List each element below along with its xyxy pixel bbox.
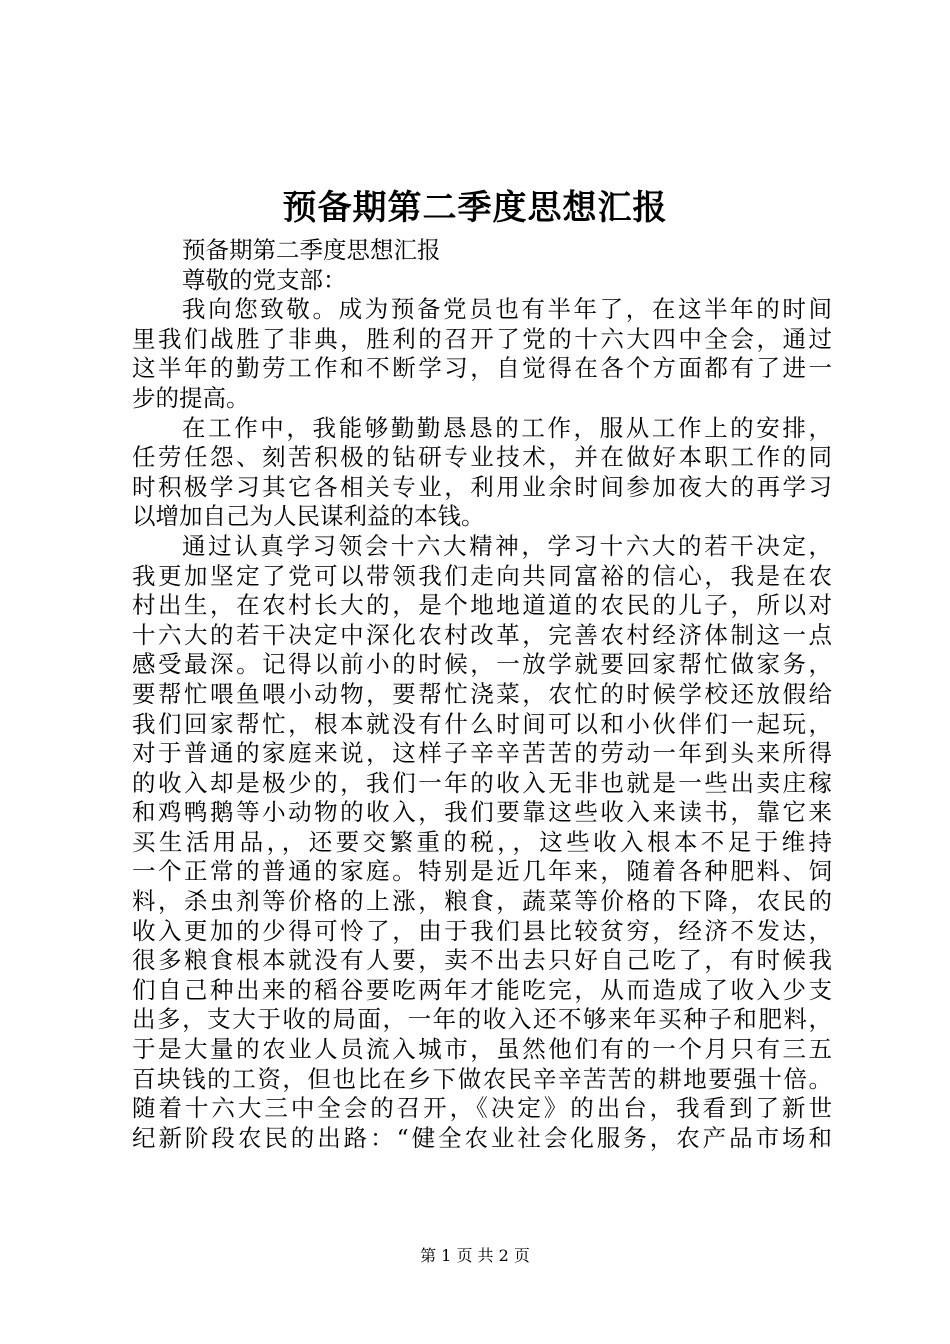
paragraph-3-line-17: 出多，支大于收的局面，一年的收入还不够来年买种子和肥料，: [132, 1005, 832, 1034]
paragraph-3-line-8: 对于普通的家庭来说，这样子辛辛苦苦的劳动一年到头来所得: [132, 739, 832, 768]
paragraph-3-line-16: 们自己种出来的稻谷要吃两年才能吃完，从而造成了收入少支: [132, 975, 832, 1004]
paragraph-3-line-7: 我们回家帮忙，根本就没有什么时间可以和小伙伴们一起玩，: [132, 709, 832, 738]
paragraph-3-line-6: 要帮忙喂鱼喂小动物，要帮忙浇菜，农忙的时候学校还放假给: [132, 679, 832, 708]
paragraph-2-line-4: 以增加自己为人民谋利益的本钱。: [132, 502, 485, 531]
paragraph-2-line-1: 在工作中，我能够勤勤恳恳的工作，服从工作上的安排，: [182, 413, 832, 442]
subtitle-line: 预备期第二季度思想汇报: [182, 236, 441, 264]
paragraph-1-line-3: 这半年的勤劳工作和不断学习，自觉得在各个方面都有了进一: [132, 354, 832, 383]
paragraph-3-line-19: 百块钱的工资，但也比在乡下做农民辛辛苦苦的耕地要强十倍。: [132, 1064, 832, 1093]
paragraph-3-line-14: 收入更加的少得可怜了，由于我们县比较贫穷，经济不发达，: [132, 916, 832, 945]
paragraph-1-line-2: 里我们战胜了非典，胜利的召开了党的十六大四中全会，通过: [132, 324, 832, 353]
paragraph-3-line-1: 通过认真学习领会十六大精神，学习十六大的若干决定，: [182, 531, 832, 560]
paragraph-3-line-13: 料，杀虫剂等价格的上涨，粮食，蔬菜等价格的下降，农民的: [132, 887, 832, 916]
paragraph-2-line-3: 时积极学习其它各相关专业，利用业余时间参加夜大的再学习: [132, 472, 832, 501]
paragraph-3-line-21: 纪新阶段农民的出路：“健全农业社会化服务，农产品市场和: [132, 1123, 832, 1152]
paragraph-2-line-2: 任劳任怨、刻苦积极的钻研专业技术，并在做好本职工作的同: [132, 443, 832, 472]
paragraph-3-line-2: 我更加坚定了党可以带领我们走向共同富裕的信心，我是在农: [132, 561, 832, 590]
paragraph-1-line-1: 我向您致敬。成为预备党员也有半年了，在这半年的时间: [182, 295, 832, 324]
paragraph-3-line-15: 很多粮食根本就没有人要，卖不出去只好自己吃了，有时候我: [132, 946, 832, 975]
paragraph-3-line-4: 十六大的若干决定中深化农村改革，完善农村经济体制这一点: [132, 620, 832, 649]
paragraph-3-line-3: 村出生，在农村长大的，是个地地道道的农民的儿子，所以对: [132, 591, 832, 620]
paragraph-3-line-5: 感受最深。记得以前小的时候，一放学就要回家帮忙做家务，: [132, 650, 832, 679]
paragraph-3-line-18: 于是大量的农业人员流入城市，虽然他们有的一个月只有三五: [132, 1035, 832, 1064]
paragraph-1-line-4: 步的提高。: [132, 383, 250, 412]
salutation-line: 尊敬的党支部：: [182, 265, 347, 294]
paragraph-3-line-9: 的收入却是极少的，我们一年的收入无非也就是一些出卖庄稼: [132, 768, 832, 797]
paragraph-3-line-20: 随着十六大三中全会的召开，《决定》的出台，我看到了新世: [132, 1094, 832, 1123]
paragraph-3-line-11: 买生活用品，，还要交繁重的税，，这些收入根本不足于维持: [132, 827, 832, 856]
document-body: [132, 236, 832, 1153]
document-title: 预备期第二季度思想汇报: [282, 188, 668, 228]
page-number-footer: 第 1 页 共 2 页: [420, 1246, 530, 1265]
paragraph-3-line-10: 和鸡鸭鹅等小动物的收入，我们要靠这些收入来读书，靠它来: [132, 798, 832, 827]
paragraph-3-line-12: 一个正常的普通的家庭。特别是近几年来，随着各种肥料、饲: [132, 857, 832, 886]
